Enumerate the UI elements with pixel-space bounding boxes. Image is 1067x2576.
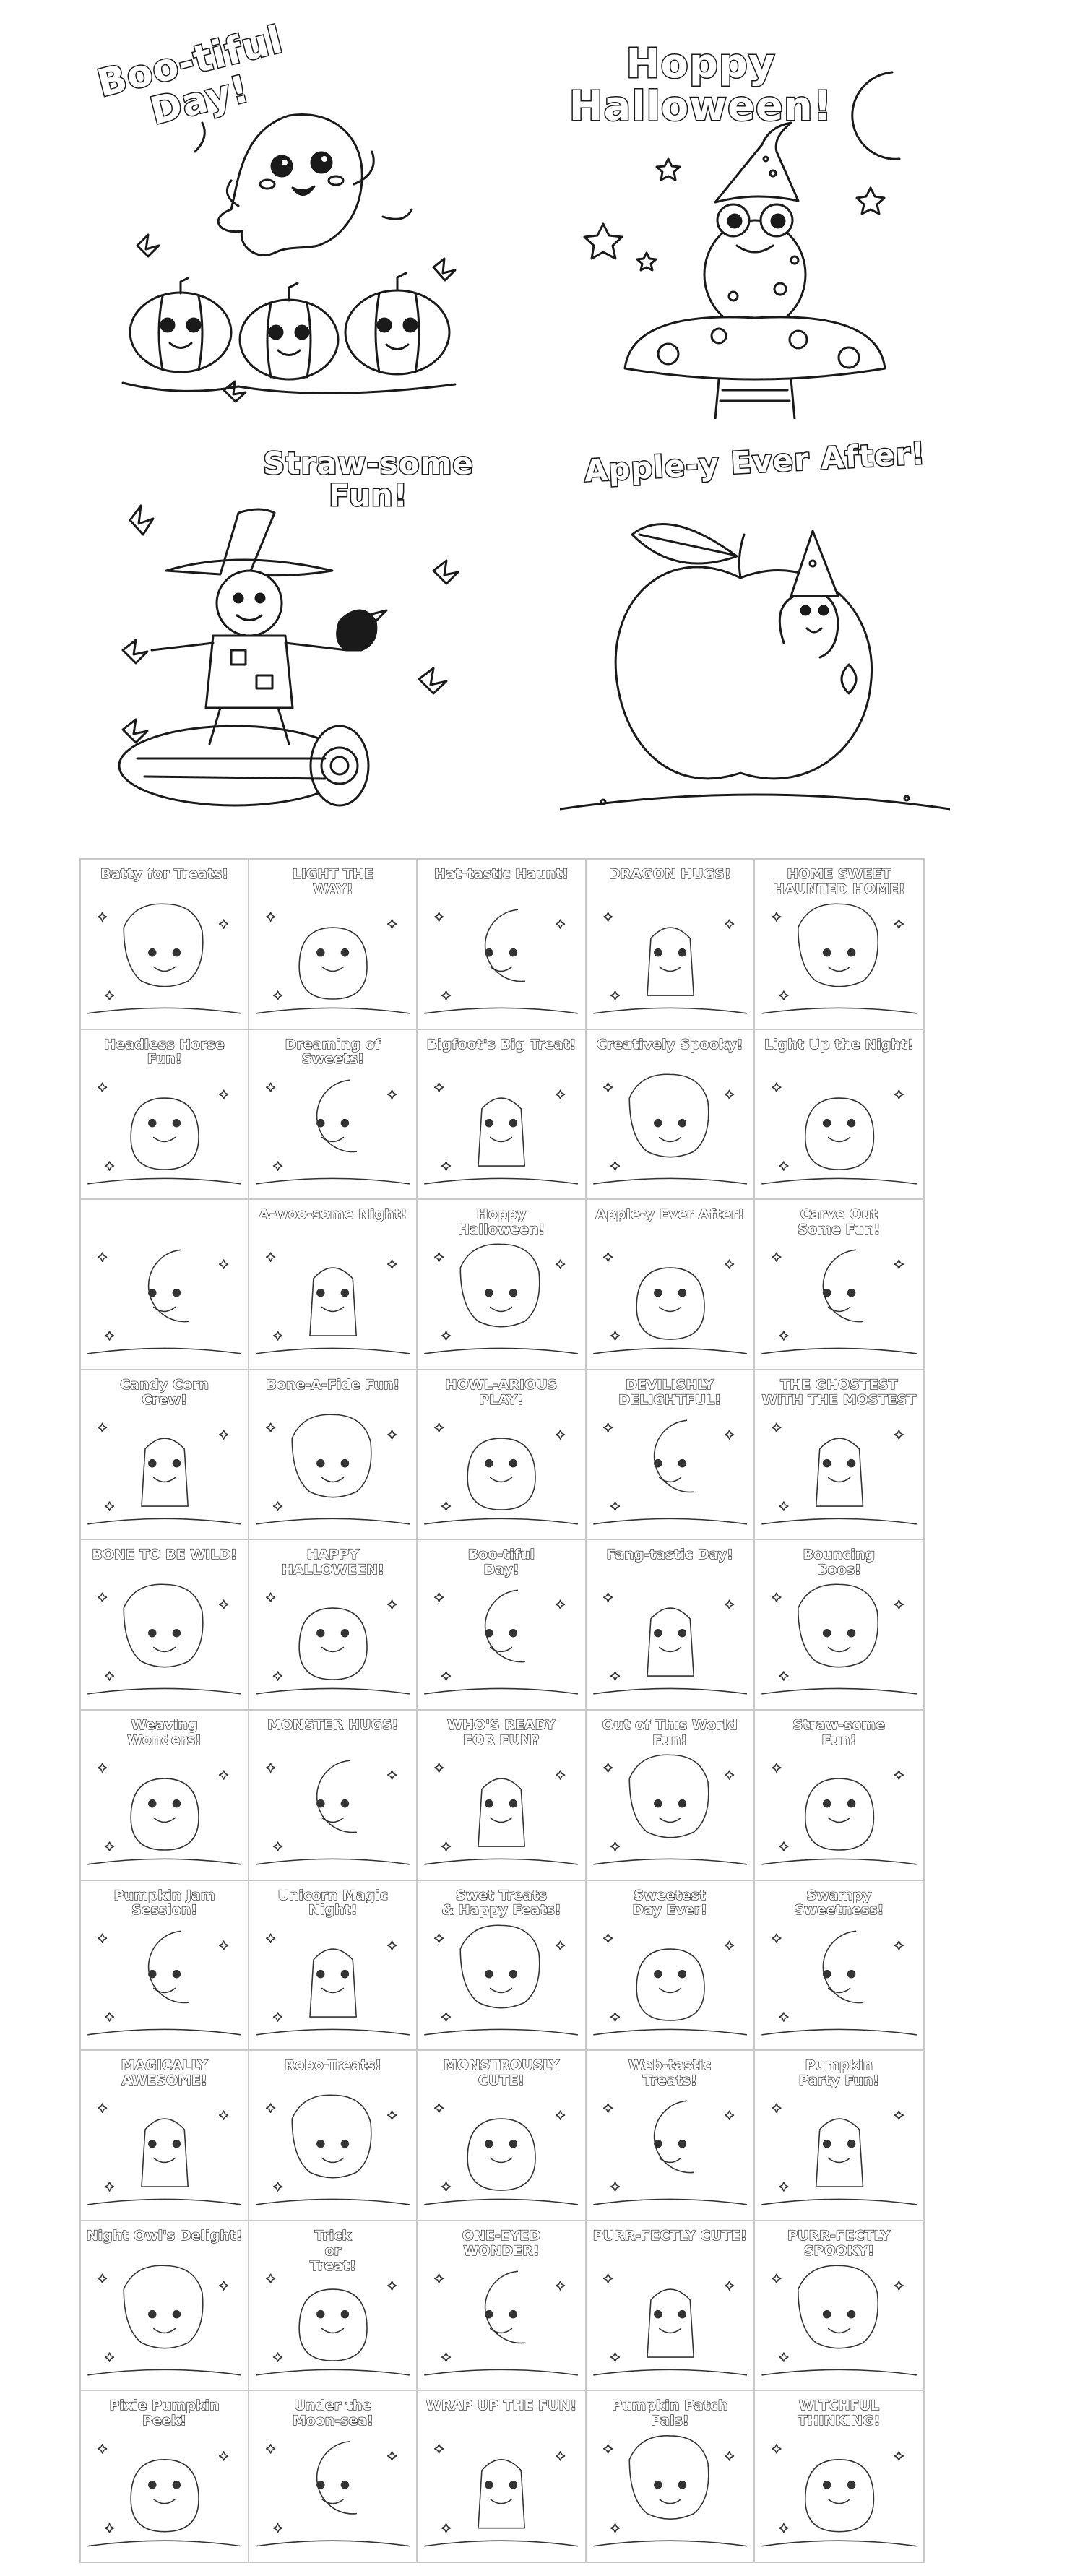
- thumbnail-card[interactable]: [81, 1881, 249, 2052]
- thumbnail-card[interactable]: [81, 2391, 249, 2562]
- thumbnail-card[interactable]: [249, 1030, 418, 1201]
- thumbnail-card[interactable]: [81, 1030, 249, 1201]
- thumbnail-illustration: [81, 1200, 248, 1369]
- thumbnail-grid: [79, 858, 925, 2563]
- featured-title: Boo-tiful Day!: [93, 18, 288, 134]
- thumbnail-card[interactable]: [81, 860, 249, 1030]
- thumbnail-card[interactable]: [755, 2051, 923, 2221]
- thumbnail-card[interactable]: [755, 2391, 923, 2562]
- thumbnail-card[interactable]: [755, 1370, 923, 1541]
- thumbnail-title: Hat-tastic Haunt!: [434, 866, 569, 882]
- thumbnail-title: HAPPY HALLOWEEN!: [281, 1547, 384, 1578]
- thumbnail-card[interactable]: [418, 860, 586, 1030]
- thumbnail-title: Batty for Treats!: [100, 866, 228, 882]
- thumbnail-card[interactable]: [418, 2391, 586, 2562]
- thumbnail-illustration: [81, 2221, 248, 2390]
- thumbnail-card[interactable]: [249, 1200, 418, 1370]
- thumbnail-illustration: [418, 2391, 584, 2562]
- featured-title: Hoppy Halloween!: [569, 40, 833, 130]
- thumbnail-title: Carve Out Some Fun!: [798, 1206, 881, 1238]
- thumbnail-illustration: [81, 860, 248, 1029]
- thumbnail-card[interactable]: [755, 1200, 923, 1370]
- featured-title: Apple-y Ever After!: [583, 435, 927, 489]
- thumbnail-title: Straw-some Fun!: [792, 1717, 886, 1748]
- thumbnail-title: DEVILISHLY DELIGHTFUL!: [618, 1376, 721, 1408]
- thumbnail-card[interactable]: [587, 860, 755, 1030]
- thumbnail-title: WITCHFUL THINKING!: [798, 2398, 881, 2429]
- apple-worm-illustration: [560, 433, 950, 824]
- thumbnail-title: Pumpkin Party Fun!: [798, 2057, 880, 2089]
- featured-page-apple[interactable]: [560, 433, 950, 824]
- thumbnail-card[interactable]: [81, 1711, 249, 1881]
- thumbnail-card[interactable]: [249, 1711, 418, 1881]
- thumbnail-card[interactable]: [81, 2221, 249, 2392]
- thumbnail-card[interactable]: [755, 860, 923, 1030]
- thumbnail-card[interactable]: [587, 1540, 755, 1711]
- thumbnail-title: Out of This World Fun!: [602, 1717, 738, 1748]
- thumbnail-title: Headless Horse Fun!: [104, 1036, 225, 1068]
- thumbnail-title: MAGICALLY AWESOME!: [121, 2057, 208, 2089]
- thumbnail-card[interactable]: [249, 2391, 418, 2562]
- thumbnail-title: DRAGON HUGS!: [608, 866, 731, 882]
- thumbnail-card[interactable]: [249, 2051, 418, 2221]
- thumbnail-card[interactable]: [418, 1200, 586, 1370]
- thumbnail-illustration: [249, 2051, 416, 2220]
- thumbnail-title: Pixie Pumpkin Peek!: [109, 2398, 220, 2429]
- thumbnail-card[interactable]: [587, 2391, 755, 2562]
- thumbnail-title: MONSTROUSLY CUTE!: [443, 2057, 560, 2089]
- thumbnail-title: Swampy Sweetness!: [794, 1887, 884, 1919]
- thumbnail-card[interactable]: [755, 1711, 923, 1881]
- thumbnail-card[interactable]: [81, 1540, 249, 1711]
- thumbnail-illustration: [249, 1711, 416, 1880]
- thumbnail-card[interactable]: [81, 1200, 249, 1370]
- thumbnail-card[interactable]: [587, 1370, 755, 1541]
- thumbnail-title: Pumpkin Patch Pals!: [612, 2398, 728, 2429]
- thumbnail-card[interactable]: [587, 2051, 755, 2221]
- thumbnail-card[interactable]: [249, 1370, 418, 1541]
- thumbnail-illustration: [587, 860, 753, 1029]
- featured-pages: [0, 0, 1067, 831]
- thumbnail-title: Bouncing Boos!: [803, 1547, 876, 1578]
- thumbnail-title: ONE-EYED WONDER!: [462, 2227, 541, 2259]
- thumbnail-title: HOWL-ARIOUS PLAY!: [445, 1376, 558, 1408]
- thumbnail-title: Weaving Wonders!: [127, 1717, 202, 1748]
- thumbnail-title: Light Up the Night!: [764, 1036, 914, 1053]
- thumbnail-title: Fang-tastic Day!: [606, 1547, 733, 1563]
- thumbnail-card[interactable]: [249, 1540, 418, 1711]
- thumbnail-title: Night Owl's Delight!: [86, 2227, 243, 2244]
- thumbnail-title: WHO'S READY FOR FUN?: [447, 1717, 556, 1748]
- thumbnail-title: Under the Moon-sea!: [292, 2398, 373, 2429]
- thumbnail-illustration: [249, 1200, 416, 1369]
- thumbnail-title: HOME SWEET HAUNTED HOME!: [773, 866, 905, 897]
- thumbnail-card[interactable]: [587, 1200, 755, 1370]
- thumbnail-title: Candy Corn Crew!: [120, 1376, 209, 1408]
- thumbnail-title: BONE TO BE WILD!: [92, 1547, 237, 1563]
- thumbnail-card[interactable]: [755, 1881, 923, 2052]
- thumbnail-card[interactable]: [587, 1881, 755, 2052]
- thumbnail-title: Robo-Treats!: [284, 2057, 382, 2074]
- thumbnail-card[interactable]: [81, 2051, 249, 2221]
- thumbnail-card[interactable]: [418, 1881, 586, 2052]
- thumbnail-card[interactable]: [755, 1030, 923, 1201]
- thumbnail-card[interactable]: [81, 1370, 249, 1541]
- thumbnail-illustration: [755, 1030, 923, 1199]
- thumbnail-title: Sweetest Day Ever!: [632, 1887, 707, 1919]
- thumbnail-card[interactable]: [418, 1711, 586, 1881]
- thumbnail-title: Hoppy Halloween!: [457, 1206, 545, 1238]
- thumbnail-illustration: [587, 1200, 753, 1369]
- thumbnail-title: Pumpkin Jam Session!: [113, 1887, 215, 1919]
- thumbnail-card[interactable]: [418, 2221, 586, 2392]
- thumbnail-card[interactable]: [418, 1370, 586, 1541]
- thumbnail-card[interactable]: [249, 2221, 418, 2392]
- thumbnail-illustration: [81, 1540, 248, 1709]
- thumbnail-title: Dreaming of Sweets!: [285, 1036, 381, 1068]
- thumbnail-card[interactable]: [587, 1030, 755, 1201]
- featured-page-ghost[interactable]: [93, 18, 484, 419]
- thumbnail-card[interactable]: [587, 2221, 755, 2392]
- thumbnail-title: Bigfoot's Big Treat!: [426, 1036, 576, 1053]
- thumbnail-illustration: [587, 1540, 753, 1709]
- thumbnail-title: THE GHOSTEST WITH THE MOSTEST: [761, 1376, 917, 1408]
- featured-page-frog[interactable]: [560, 29, 950, 419]
- featured-page-scarecrow[interactable]: [94, 433, 484, 824]
- thumbnail-title: PURR-FECTLY SPOOKY!: [787, 2227, 891, 2259]
- thumbnail-title: PURR-FECTLY CUTE!: [592, 2227, 747, 2244]
- featured-title: Straw-some Fun!: [263, 446, 474, 514]
- thumbnail-title: Unicorn Magic Night!: [277, 1887, 388, 1919]
- thumbnail-card[interactable]: [755, 1540, 923, 1711]
- thumbnail-card[interactable]: [418, 1030, 586, 1201]
- thumbnail-card[interactable]: [249, 1881, 418, 2052]
- thumbnail-title: Trick or Treat!: [309, 2227, 356, 2274]
- thumbnail-title: Swet Treats & Happy Feats!: [441, 1887, 561, 1919]
- thumbnail-title: A-woo-some Night!: [259, 1206, 407, 1223]
- thumbnail-title: Bone-A-Fide Fun!: [266, 1376, 400, 1393]
- thumbnail-card[interactable]: [587, 1711, 755, 1881]
- thumbnail-illustration: [587, 1030, 753, 1199]
- thumbnail-title: Apple-y Ever After!: [595, 1206, 744, 1223]
- thumbnail-card[interactable]: [249, 860, 418, 1030]
- thumbnail-title: Creatively Spooky!: [596, 1036, 743, 1053]
- thumbnail-title: WRAP UP THE FUN!: [425, 2398, 577, 2414]
- thumbnail-title: LIGHT THE WAY!: [292, 866, 373, 897]
- thumbnail-illustration: [587, 2221, 753, 2390]
- thumbnail-title: Boo-tiful Day!: [467, 1547, 535, 1578]
- thumbnail-illustration: [249, 1370, 416, 1539]
- thumbnail-illustration: [418, 1030, 584, 1199]
- thumbnail-card[interactable]: [755, 2221, 923, 2392]
- thumbnail-illustration: [418, 860, 584, 1029]
- thumbnail-title: MONSTER HUGS!: [267, 1717, 399, 1733]
- thumbnail-card[interactable]: [418, 2051, 586, 2221]
- thumbnail-card[interactable]: [418, 1540, 586, 1711]
- thumbnail-title: Web-tastic Treats!: [628, 2057, 712, 2089]
